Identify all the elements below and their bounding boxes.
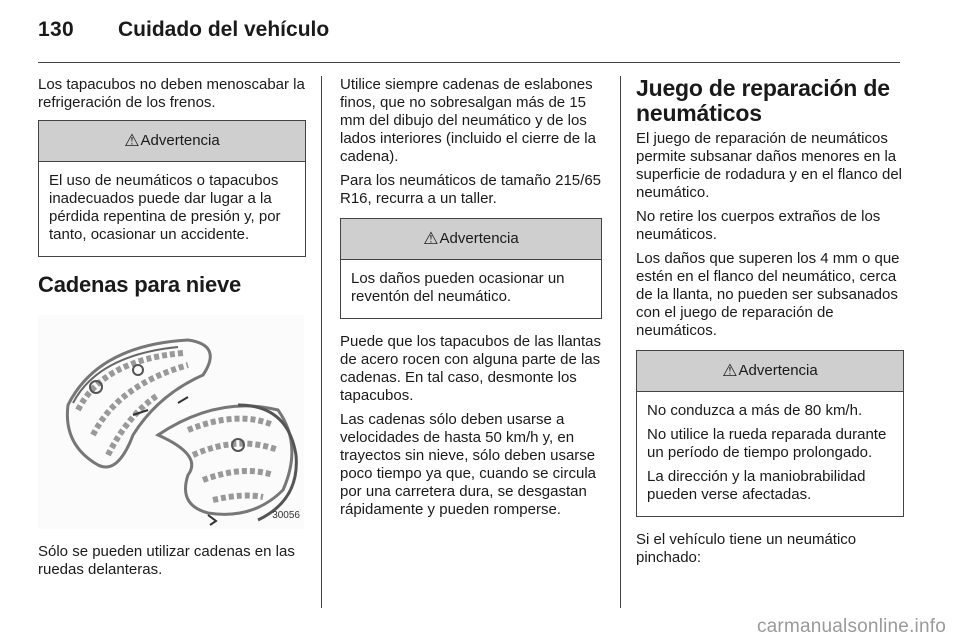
warning-box: [636, 350, 904, 517]
warning-triangle-icon: ⚠: [722, 361, 738, 380]
intro-paragraph: Los tapacubos no deben menoscabar la refrigeración de los frenos.: [38, 76, 305, 111]
warning-box: [340, 218, 602, 319]
warning-header: [39, 121, 305, 162]
warning-box: [38, 120, 306, 257]
warning-triangle-icon: ⚠: [124, 131, 140, 150]
page-title: Cuidado del vehículo: [118, 18, 330, 41]
repair-paragraph-1: El juego de reparación de neumáticos permite subsanar daños menores en la superficie de rodadura y en el flanco del neumático.: [636, 130, 903, 201]
section-title-snow-chains: Cadenas para nieve: [38, 272, 242, 297]
figure-number: 30056: [272, 510, 300, 521]
chains-paragraph-2: Para los neumáticos de tamaño 215/65 R16, recurra a un taller.: [340, 172, 601, 207]
chains-paragraph-1: Utilice siempre cadenas de eslabones finos, que no sobresalgan más de 15 mm del dibujo del neumático y de los lados interiores (incluido el cierre de la cadena).: [340, 76, 596, 165]
warning-body: [341, 260, 601, 318]
chains-paragraph-4: Las cadenas sólo deben usarse a velocidades de hasta 50 km/h y, en trayectos sin nieve, sólo deben usarse poco tiempo ya que, cuando se circula por una carretera dura, se desgastan rápidamente y pueden romperse.: [340, 411, 596, 518]
column-3: [636, 76, 904, 573]
snow-chains-illustration: [38, 315, 304, 529]
warning-text-2: No utilice la rueda reparada durante un período de tiempo prolongado.: [647, 426, 887, 461]
warning-text-1: No conduzca a más de 80 km/h.: [647, 402, 863, 419]
warning-header: [637, 351, 903, 392]
column-1: [38, 76, 306, 585]
page-number: 130: [38, 18, 74, 41]
snow-chains-figure: [38, 315, 304, 529]
repair-paragraph-3: Los daños que superen los 4 mm o que estén en el flanco del neumático, cerca de la llanta, no pueden ser subsanados con el juego de reparación de neumáticos.: [636, 250, 900, 339]
warning-title: Advertencia: [439, 230, 519, 247]
section-title-repair-kit: Juego de reparación de neumáticos: [636, 75, 890, 126]
warning-text: El uso de neumáticos o tapacubos inadecuados puede dar lugar a la pérdida repentina de presión y, por tanto, ocasionar un accidente.: [49, 172, 281, 243]
warning-header: [341, 219, 601, 260]
watermark: carmanualsonline.info: [756, 616, 946, 637]
column-2: [340, 76, 602, 525]
page-header: [38, 14, 900, 63]
column-divider-2: [620, 76, 621, 608]
repair-paragraph-4: Si el vehículo tiene un neumático pinchado:: [636, 531, 857, 566]
warning-triangle-icon: ⚠: [423, 229, 439, 248]
after-figure-text: Sólo se pueden utilizar cadenas en las ruedas delanteras.: [38, 543, 295, 578]
repair-paragraph-2: No retire los cuerpos extraños de los neumáticos.: [636, 208, 881, 243]
warning-title: Advertencia: [140, 132, 220, 149]
warning-title: Advertencia: [738, 362, 818, 379]
warning-text-3: La dirección y la maniobrabilidad pueden verse afectadas.: [647, 468, 866, 503]
warning-text: Los daños pueden ocasionar un reventón del neumático.: [351, 270, 565, 305]
warning-body: [39, 162, 305, 256]
warning-body: [637, 392, 903, 516]
chains-paragraph-3: Puede que los tapacubos de las llantas de acero rocen con alguna parte de las cadenas. En tal caso, desmonte los tapacubos.: [340, 333, 602, 404]
column-divider-1: [321, 76, 322, 608]
